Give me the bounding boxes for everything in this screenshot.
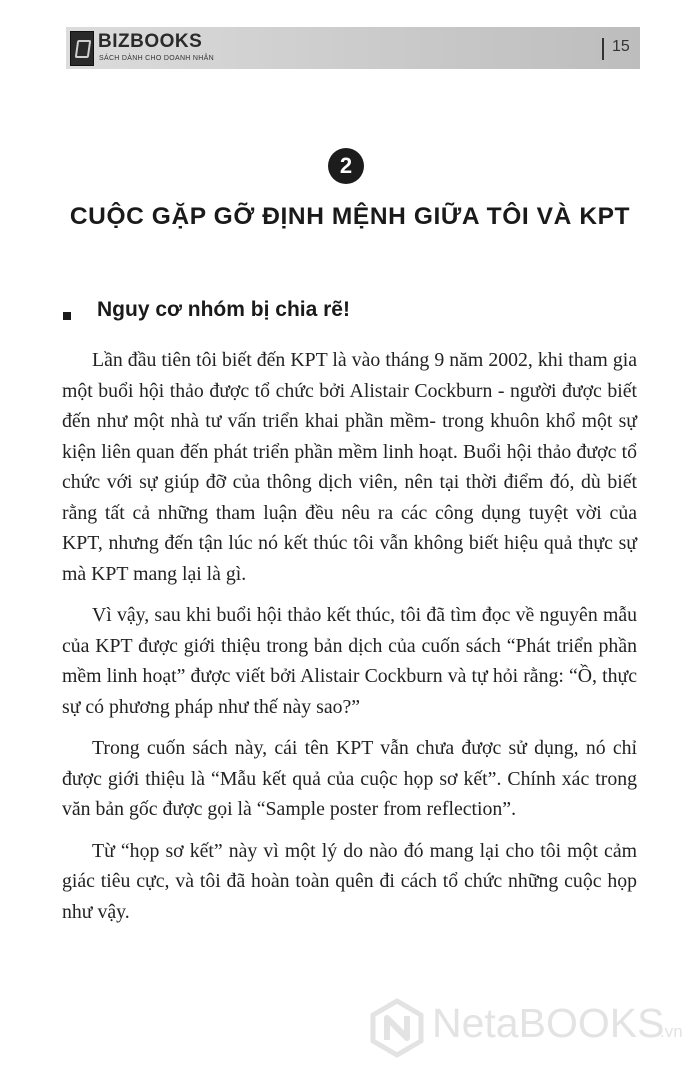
watermark-suffix: .vn: [660, 1022, 683, 1041]
body-text: [62, 345, 637, 938]
bizbooks-logo-icon: [70, 31, 94, 66]
section-bullet-icon: [63, 312, 71, 320]
brand-tagline: SÁCH DÀNH CHO DOANH NHÂN: [99, 55, 214, 62]
page-number: 15: [612, 38, 630, 55]
paragraph-3: Trong cuốn sách này, cái tên KPT vẫn chưa được sử dụng, nó chỉ được giới thiệu là “Mẫu kết quả của cuộc họp sơ kết”. Chính xác trong văn bản gốc được gọi là “Sample poster from reflection”.: [62, 737, 637, 820]
netabooks-logo-icon: [367, 998, 427, 1058]
chapter-title: CUỘC GẶP GỠ ĐỊNH MỆNH GIỮA TÔI VÀ KPT: [69, 203, 631, 230]
chapter-number-badge: 2: [328, 148, 364, 184]
paragraph-1: Lần đầu tiên tôi biết đến KPT là vào tháng 9 năm 2002, khi tham gia một buổi hội thảo được tổ chức bởi Alistair Cockburn - người được biết đến như một nhà tư vấn triển khai phần mềm- trong khuôn khổ một sự kiện liên quan đến phát triển phần mềm linh hoạt. Buổi hội thảo được tổ chức với sự giúp đỡ của thông dịch viên, nên tại thời điểm đó, dù biết rằng tất cả những tham luận đều nêu ra các công dụng tuyệt vời của KPT, nhưng đến tận lúc nó kết thúc tôi vẫn không biết hiệu quả thực sự mà KPT mang lại là gì.: [62, 349, 637, 585]
brand-name: BIZBOOKS: [98, 31, 203, 52]
page-separator: [602, 38, 604, 60]
watermark-text: NetaBOOKS: [432, 1000, 665, 1046]
paragraph-4: Từ “họp sơ kết” này vì một lý do nào đó mang lại cho tôi một cảm giác tiêu cực, và tôi đã hoàn toàn quên đi cách tổ chức những cuộc họp như vậy.: [62, 839, 637, 923]
paragraph-2: Vì vậy, sau khi buổi hội thảo kết thúc, tôi đã tìm đọc về nguyên mẫu của KPT được giới thiệu trong bản dịch của cuốn sách “Phát triển phần mềm linh hoạt” được viết bởi Alistair Cockburn và tự hỏi rằng: “Ồ, thực sự có phương pháp như thế này sao?”: [62, 604, 637, 718]
section-heading: Nguy cơ nhóm bị chia rẽ!: [97, 298, 350, 321]
